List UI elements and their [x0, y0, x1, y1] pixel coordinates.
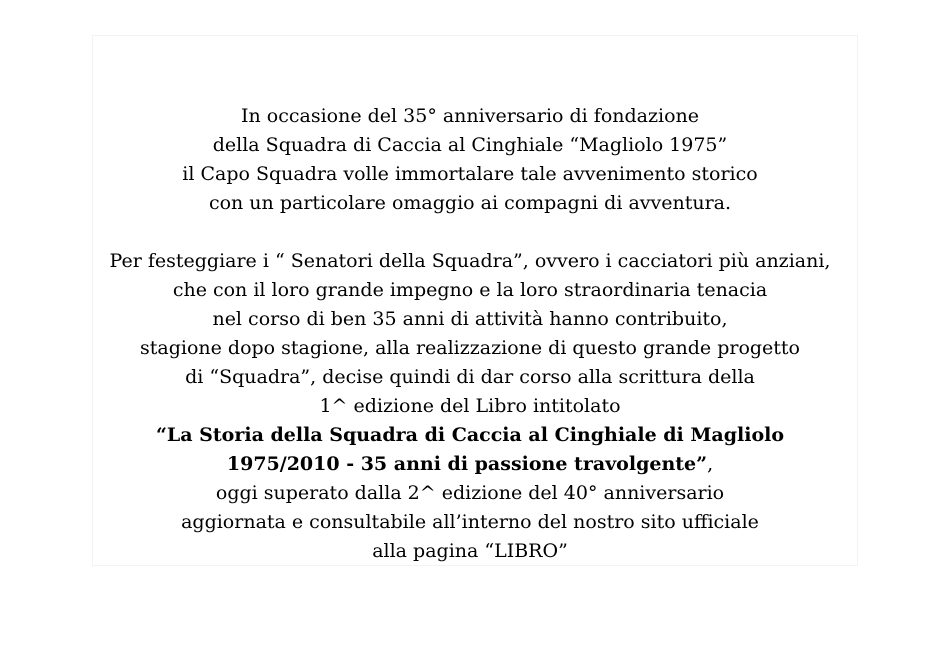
dedication-line: di “Squadra”, decise quindi di dar corso alla scrittura della	[185, 366, 755, 388]
intro-line: della Squadra di Caccia al Cinghiale “Magliolo 1975”	[212, 134, 728, 156]
intro-line: con un particolare omaggio ai compagni di avventura.	[208, 192, 732, 214]
dedication-line: che con il loro grande impegno e la loro straordinaria tenacia	[172, 279, 768, 301]
dedication-line: 1^ edizione del Libro intitolato	[319, 395, 621, 417]
dedication-line: stagione dopo stagione, alla realizzazione di questo grande progetto	[140, 337, 800, 359]
closing-line: oggi superato dalla 2^ edizione del 40° anniversario	[215, 482, 725, 504]
book-title-line-wrapper	[0, 450, 940, 479]
dedication-line: Per festeggiare i “ Senatori della Squadra”, ovvero i cacciatori più anziani,	[109, 250, 831, 272]
intro-line: In occasione del 35° anniversario di fondazione	[241, 105, 699, 127]
dedication-paragraph	[0, 247, 940, 566]
intro-line: il Capo Squadra volle immortalare tale avvenimento storico	[182, 163, 758, 185]
closing-line: aggiornata e consultabile all’interno del nostro sito ufficiale	[181, 511, 759, 533]
book-title-line: 1975/2010 - 35 anni di passione travolgente”	[226, 453, 708, 475]
closing-line: alla pagina “LIBRO”	[372, 540, 568, 562]
book-title-suffix: ,	[707, 453, 714, 475]
book-title-line: “La Storia della Squadra di Caccia al Cinghiale di Magliolo	[155, 424, 785, 446]
intro-paragraph	[0, 102, 940, 218]
dedication-line: nel corso di ben 35 anni di attività hanno contribuito,	[212, 308, 728, 330]
